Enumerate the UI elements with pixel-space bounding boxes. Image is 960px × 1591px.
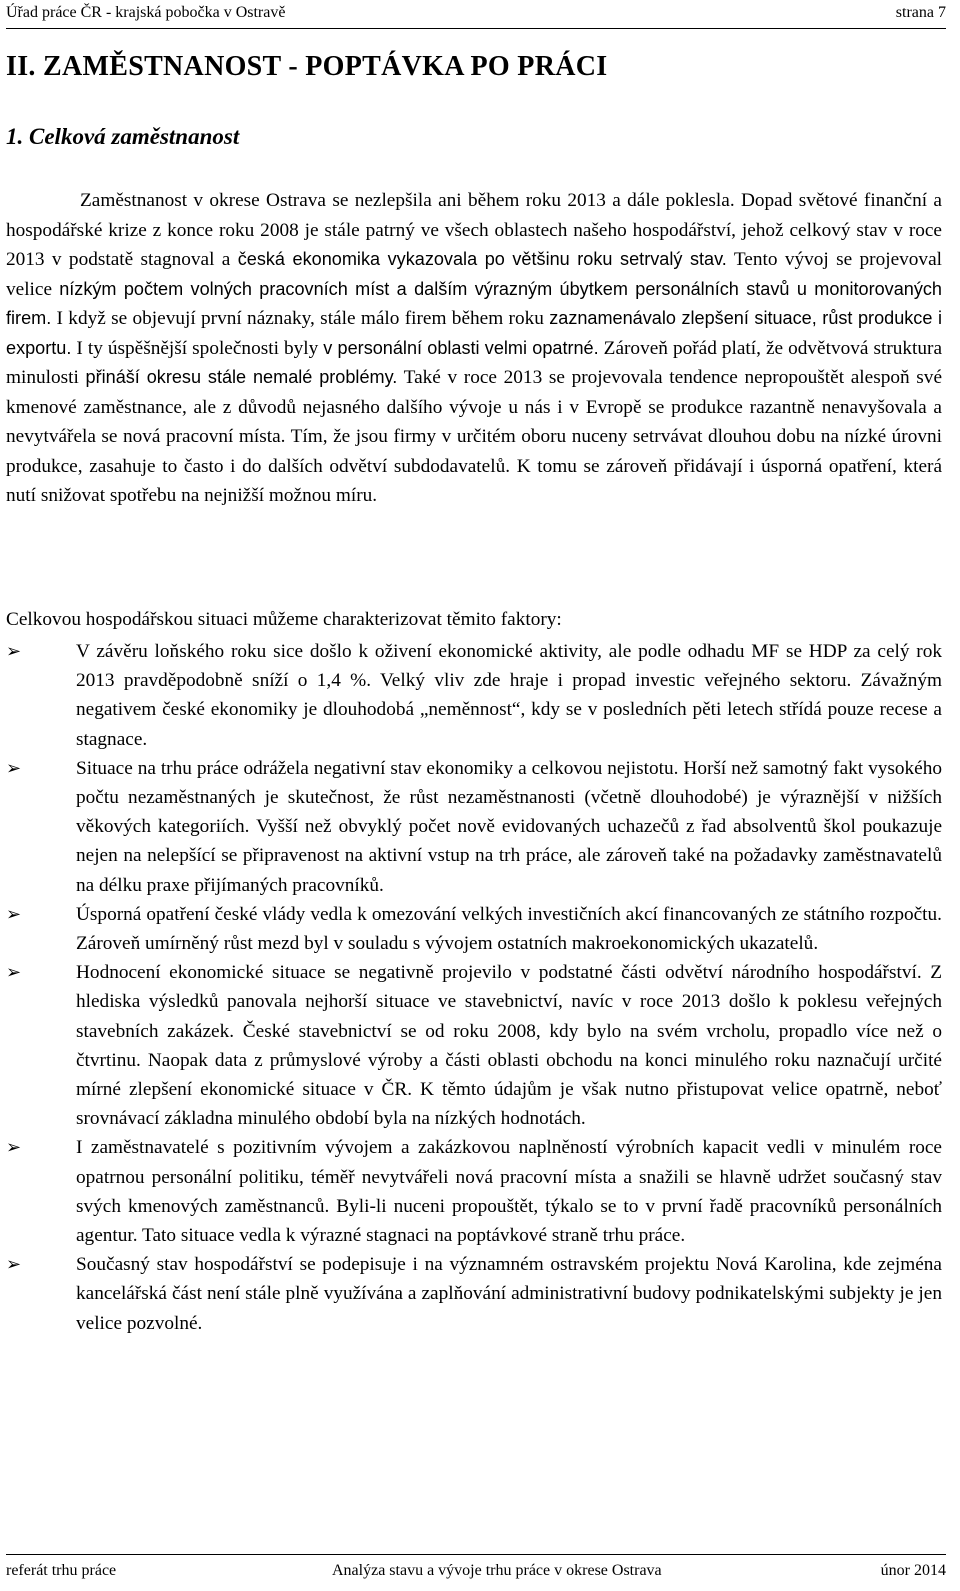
- header-office: Úřad práce ČR - krajská pobočka v Ostravě: [6, 4, 286, 21]
- paragraph-text: česká ekonomika vykazovala po většinu roku setrvalý stav.: [237, 249, 727, 269]
- paragraph-text: I ty úspěšnější společnosti byly: [71, 337, 324, 359]
- arrow-bullet-icon: ➢: [6, 1254, 22, 1276]
- footer-date: únor 2014: [880, 1562, 946, 1579]
- paragraph-text: přináší okresu stále nemalé problémy.: [85, 367, 398, 387]
- list-item-text: V závěru loňského roku sice došlo k oživení ekonomické aktivity, ale podle odhadu MF se HDP za celý rok 2013 pravděpodobně sníží o 1,4 %. Velký vliv zde hraje i propad investic veřejného sektoru. Závažným negativem české ekonomiky je dlouhodobá „neměnnost“, kdy se v posledních pěti letech střídá pouze recese a stagnace.: [76, 641, 942, 750]
- paragraph-text: nízkým počtem volných pracovních míst a dalším výrazným úbytkem personálních stavů u monitorovaných firem.: [6, 278, 942, 328]
- subsection-title: 1. Celková zaměstnanost: [6, 124, 240, 149]
- footer-department: referát trhu práce: [6, 1562, 117, 1579]
- list-item-text: Hodnocení ekonomické situace se negativně projevilo v podstatné části odvětví národního hospodářství. Z hlediska výsledků panovala nejhorší situace ve stavebnictví, navíc v roce 2013 došlo k poklesu veřejných stavebních zakázek. České stavebnictví se od roku 2008, kdy bylo na svém vrcholu, propadlo více než o čtvrtinu. Naopak data z průmyslové výroby a části oblasti obchodu na konci minulého roku naznačují určité mírné zlepšení ekonomické situace v ČR. K těmto údajům je však nutno přistupovat velice opatrně, neboť srovnávací základna minulého období byla na nízkých hodnotách.: [76, 962, 942, 1130]
- paragraph-text: Zároveň pořád platí, že odvětvová struktura minulosti: [6, 337, 943, 388]
- list-item: [6, 637, 942, 754]
- arrow-bullet-icon: ➢: [6, 962, 22, 984]
- list-item-text: I zaměstnavatelé s pozitivním vývojem a zakázkovou naplněností výrobních kapacit vedli v minulém roce opatrnou personální politiku, téměř nevytvářeli nová pracovní místa a snažili se hlavně udržet současný stav svých kmenových zaměstnanců. Byli-li nuceni propouštět, týkalo se to v první řadě pracovníků personálních agentur. Tato situace vedla k výrazné stagnaci na poptávkové straně trhu práce.: [76, 1137, 942, 1247]
- footer-document-title: Analýza stavu a vývoje trhu práce v okrese Ostrava: [332, 1562, 662, 1579]
- list-item-text: Úsporná opatření české vlády vedla k omezování velkých investičních akcí financovaných ze státního rozpočtu. Zároveň umírněný růst mezd byl v souladu s vývojem ostatních makroekonomických ukazatelů.: [76, 903, 942, 955]
- list-item: [6, 754, 942, 900]
- paragraph-text: zaznamenávalo zlepšení situace, růst produkce i exportu.: [6, 308, 942, 358]
- list-item: [6, 1133, 942, 1250]
- factors-list: [6, 637, 942, 1338]
- list-item-text: Současný stav hospodářství se podepisuje i na významném ostravském projektu Nová Karolina, kde zejména kancelářská část není stále plně využívána a zaplňování administrativní budovy podnikatelskými subjekty je jen velice pozvolné.: [76, 1254, 942, 1334]
- paragraph-text: Zaměstnanost v okrese Ostrava se nezlepšila ani během roku 2013 a dále poklesla. Dopad světové finanční a hospodářské krize z konce roku 2008 je stále patrný ve všech oblastech našeho hospodářství, jehož celkový stav v roce 2013 v podstatě stagnoval a: [6, 190, 942, 270]
- arrow-bullet-icon: ➢: [6, 1137, 22, 1159]
- arrow-bullet-icon: ➢: [6, 641, 22, 662]
- list-item: [6, 1250, 942, 1338]
- paragraph-text: I když se objevují první náznaky, stále málo firem během roku: [51, 308, 550, 329]
- arrow-bullet-icon: ➢: [6, 903, 22, 925]
- page-header: [6, 4, 946, 29]
- paragraph-text: Tento vývoj se projevoval velice: [6, 249, 942, 300]
- section-title: II. ZAMĚSTNANOST - POPTÁVKA PO PRÁCI: [6, 51, 608, 82]
- factors-intro: Celkovou hospodářskou situaci můžeme charakterizovat těmito faktory:: [6, 609, 562, 630]
- page-footer: [6, 1554, 946, 1583]
- list-item: [6, 958, 942, 1133]
- paragraph-text: v personální oblasti velmi opatrné.: [323, 337, 599, 358]
- intro-paragraph: [6, 186, 942, 511]
- paragraph-text: Také v roce 2013 se projevovala tendence nepropouštět alespoň své kmenové zaměstnance, ale z důvodů nejasného dalšího vývoje u nás i v Evropě se produkce razantně nenavyšovala a nevytvářela se nová pracovní místa. Tím, že jsou firmy v určitém oboru nuceny setrvávat dlouhou dobu na nízké úrovni produkce, zasahuje to často i do dalších odvětví subdodavatelů. K tomu se zároveň přidávají i úsporná opatření, která nutí snižovat spotřebu na nejnižší možnou míru.: [6, 367, 942, 506]
- arrow-bullet-icon: ➢: [6, 757, 22, 779]
- list-item-text: Situace na trhu práce odrážela negativní stav ekonomiky a celkovou nejistotu. Horší než samotný fakt vysokého počtu nezaměstnaných je skutečnost, že růst nezaměstnanosti (včetně dlouhodobé) je výraznější v nižších věkových kategoriích. Vyšší než obvyklý počet nově evidovaných uchazečů z řad absolventů škol poukazuje nejen na nelepšící se připravenost na aktivní vstup na trh práce, ale zároveň také na požadavky zaměstnavatelů na délku praxe přijímaných pracovníků.: [76, 757, 942, 896]
- list-item: [6, 900, 942, 958]
- header-page-number: strana 7: [895, 4, 946, 21]
